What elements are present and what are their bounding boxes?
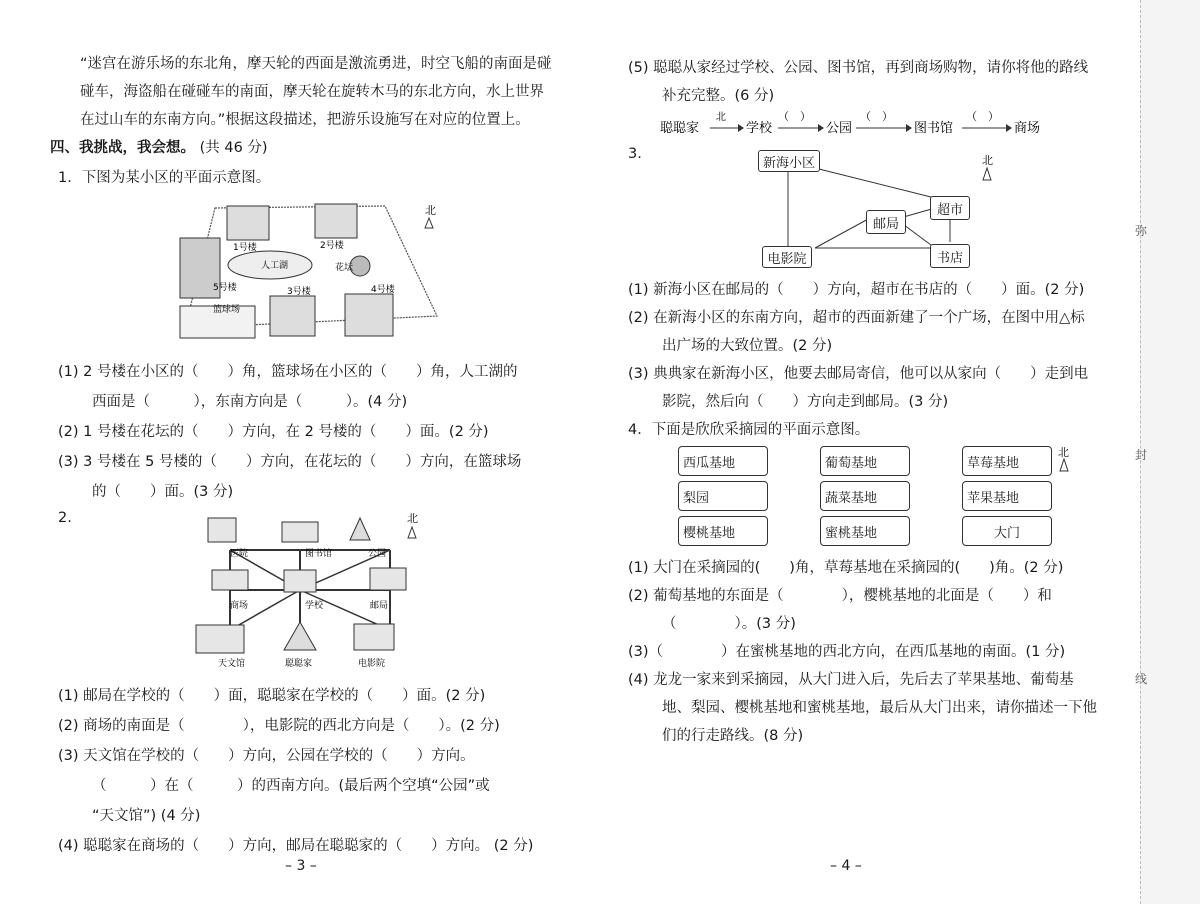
q3-node-supermarket: 超市 xyxy=(930,196,970,220)
q2-label-library: 图书馆 xyxy=(305,549,333,559)
q1-community-map xyxy=(175,198,450,346)
q2-town-map xyxy=(190,510,430,675)
q4-cell-pear: 梨园 xyxy=(678,481,768,511)
binding-char-2: 封 xyxy=(1135,448,1148,462)
q4-item-3: (3)（ ）在蜜桃基地的西北方向，在西瓜基地的南面。(1 分) xyxy=(628,644,1066,660)
q4-cell-watermelon: 西瓜基地 xyxy=(678,446,768,476)
q3-map-north xyxy=(982,154,993,180)
q4-item-2: (2) 葡萄基地的东面是（ ），樱桃基地的北面是（ ）和 xyxy=(628,588,1052,604)
q4-map-north xyxy=(1056,444,1076,474)
q2-item-3: (3) 天文馆在学校的（ ）方向，公园在学校的（ ）方向。 xyxy=(58,748,475,764)
q1-title: 1．下图为某小区的平面示意图。 xyxy=(58,170,271,186)
route-blank-1: （ ） xyxy=(778,110,811,123)
q2-item-4: (4) 聪聪家在商场的（ ）方向，邮局在聪聪家的（ ）方向。 (2 分) xyxy=(58,838,534,854)
north-label: 北 xyxy=(407,512,418,525)
page-number-right: – 4 – xyxy=(830,858,862,874)
q1-label-building-2: 2号楼 xyxy=(320,241,344,251)
route-stop-school: 学校 xyxy=(746,121,773,136)
q5-route xyxy=(660,108,1060,140)
q1-item-1: (1) 2 号楼在小区的（ ）角，篮球场在小区的（ ）角，人工湖的 xyxy=(58,364,518,380)
intro-line-1: “迷宫在游乐场的东北角，摩天轮的西面是激流勇进，时空飞船的南面是碰 xyxy=(80,56,552,72)
q3-item-2-cont: 出广场的大致位置。(2 分) xyxy=(662,338,833,354)
route-stop-mall: 商场 xyxy=(1014,121,1041,136)
north-label: 北 xyxy=(982,154,993,167)
route-stop-park: 公园 xyxy=(826,121,853,136)
q5-line-2: 补充完整。(6 分) xyxy=(662,88,775,104)
q4-item-4: (4) 龙龙一家来到采摘园，从大门进入后，先后去了苹果基地、葡萄基 xyxy=(628,672,1074,688)
section-4-score: (共 46 分) xyxy=(199,140,268,156)
q2-label-post-office: 邮局 xyxy=(370,601,389,611)
q2-label-cinema: 电影院 xyxy=(358,659,386,669)
binding-char-1: 弥 xyxy=(1135,224,1148,238)
q3-item-1: (1) 新海小区在邮局的（ ）方向，超市在书店的（ ）面。(2 分) xyxy=(628,282,1085,298)
binding-strip xyxy=(1140,0,1200,904)
q4-cell-grape: 葡萄基地 xyxy=(820,446,910,476)
q2-label-congcong-home: 聪聪家 xyxy=(285,659,313,669)
q1-label-building-3: 3号楼 xyxy=(287,287,311,297)
route-stop-library: 图书馆 xyxy=(914,121,954,136)
q3-node-bookstore: 书店 xyxy=(930,244,970,268)
north-label: 北 xyxy=(1058,446,1069,459)
q1-label-flowerbed: 花坛 xyxy=(335,263,354,273)
q3-node-xinhai: 新海小区 xyxy=(758,150,820,172)
q4-cell-cherry: 樱桃基地 xyxy=(678,516,768,546)
q1-item-2: (2) 1 号楼在花坛的（ ）方向，在 2 号楼的（ ）面。(2 分) xyxy=(58,424,489,440)
q4-item-4-cont: 地、梨园、樱桃基地和蜜桃基地，最后从大门出来，请你描述一下他 xyxy=(662,700,1097,716)
q4-item-2-cont: （ ）。(3 分) xyxy=(662,616,796,632)
q1-label-building-4: 4号楼 xyxy=(371,285,395,295)
q2-item-2: (2) 商场的南面是（ ），电影院的西北方向是（ ）。(2 分) xyxy=(58,718,500,734)
q3-item-3: (3) 典典家在新海小区，他要去邮局寄信，他可以从家向（ ）走到电 xyxy=(628,366,1089,382)
q3-node-cinema: 电影院 xyxy=(762,246,812,268)
q2-label-park: 公园 xyxy=(368,549,387,559)
page-number-left: – 3 – xyxy=(285,858,317,874)
q4-cell-vegetable: 蔬菜基地 xyxy=(820,481,910,511)
q1-label-lake: 人工湖 xyxy=(261,261,289,271)
intro-line-3: 在过山车的东南方向。”根据这段描述，把游乐设施写在对应的位置上。 xyxy=(80,112,530,128)
q1-item-3: (3) 3 号楼在 5 号楼的（ ）方向，在花坛的（ ）方向，在篮球场 xyxy=(58,454,522,470)
q2-item-3-cont: （ ）在（ ）的西南方向。(最后两个空填“公园”或 xyxy=(92,778,490,794)
intro-line-2: 碰车，海盗船在碰碰车的南面，摩天轮在旋转木马的东北方向，水上世界 xyxy=(80,84,544,100)
q2-map-north xyxy=(407,512,418,538)
q1-label-basketball: 篮球场 xyxy=(213,305,241,315)
q3-node-post-office: 邮局 xyxy=(866,210,906,234)
q2-label-hospital: 医院 xyxy=(230,549,249,559)
q1-label-building-5: 5号楼 xyxy=(213,283,237,293)
q2-label-school: 学校 xyxy=(305,601,324,611)
q2-item-3-cont-2: “天文馆”) (4 分) xyxy=(92,808,201,824)
q4-cell-strawberry: 草莓基地 xyxy=(962,446,1052,476)
q3-item-2: (2) 在新海小区的东南方向，超市的西面新建了一个广场，在图中用△标 xyxy=(628,310,1085,326)
north-label: 北 xyxy=(425,204,436,217)
q3-item-3-cont: 影院，然后向（ ）方向走到邮局。(3 分) xyxy=(662,394,949,410)
q3-title: 3. xyxy=(628,146,642,162)
q1-label-building-1: 1号楼 xyxy=(233,243,257,253)
q5-line-1: (5) 聪聪从家经过学校、公园、图书馆，再到商场购物，请你将他的路线 xyxy=(628,60,1089,76)
q1-item-1-cont: 西面是（ ），东南方向是（ ）。(4 分) xyxy=(92,394,408,410)
q2-label-mall: 商场 xyxy=(230,601,249,611)
route-north: 北 xyxy=(716,112,726,123)
q1-map-north xyxy=(425,204,436,228)
q4-item-1: (1) 大门在采摘园的( )角，草莓基地在采摘园的( )角。(2 分) xyxy=(628,560,1064,576)
q4-cell-gate: 大门 xyxy=(962,516,1052,546)
q2-title: 2. xyxy=(58,510,72,526)
binding-char-3: 线 xyxy=(1135,672,1148,686)
q2-label-observatory: 天文馆 xyxy=(218,659,246,669)
q4-item-4-cont-2: 们的行走路线。(8 分) xyxy=(662,728,804,744)
q4-cell-apple: 苹果基地 xyxy=(962,481,1052,511)
section-4-heading xyxy=(50,136,268,157)
route-stop-home: 聪聪家 xyxy=(660,121,700,136)
q4-title: 4．下面是欣欣采摘园的平面示意图。 xyxy=(628,422,870,438)
route-blank-3: （ ） xyxy=(966,110,999,123)
route-blank-2: （ ） xyxy=(860,110,893,123)
q2-item-1: (1) 邮局在学校的（ ）面，聪聪家在学校的（ ）面。(2 分) xyxy=(58,688,486,704)
section-4-title: 四、我挑战，我会想。 xyxy=(50,140,195,156)
q4-cell-peach: 蜜桃基地 xyxy=(820,516,910,546)
q1-item-3-cont: 的（ ）面。(3 分) xyxy=(92,484,234,500)
